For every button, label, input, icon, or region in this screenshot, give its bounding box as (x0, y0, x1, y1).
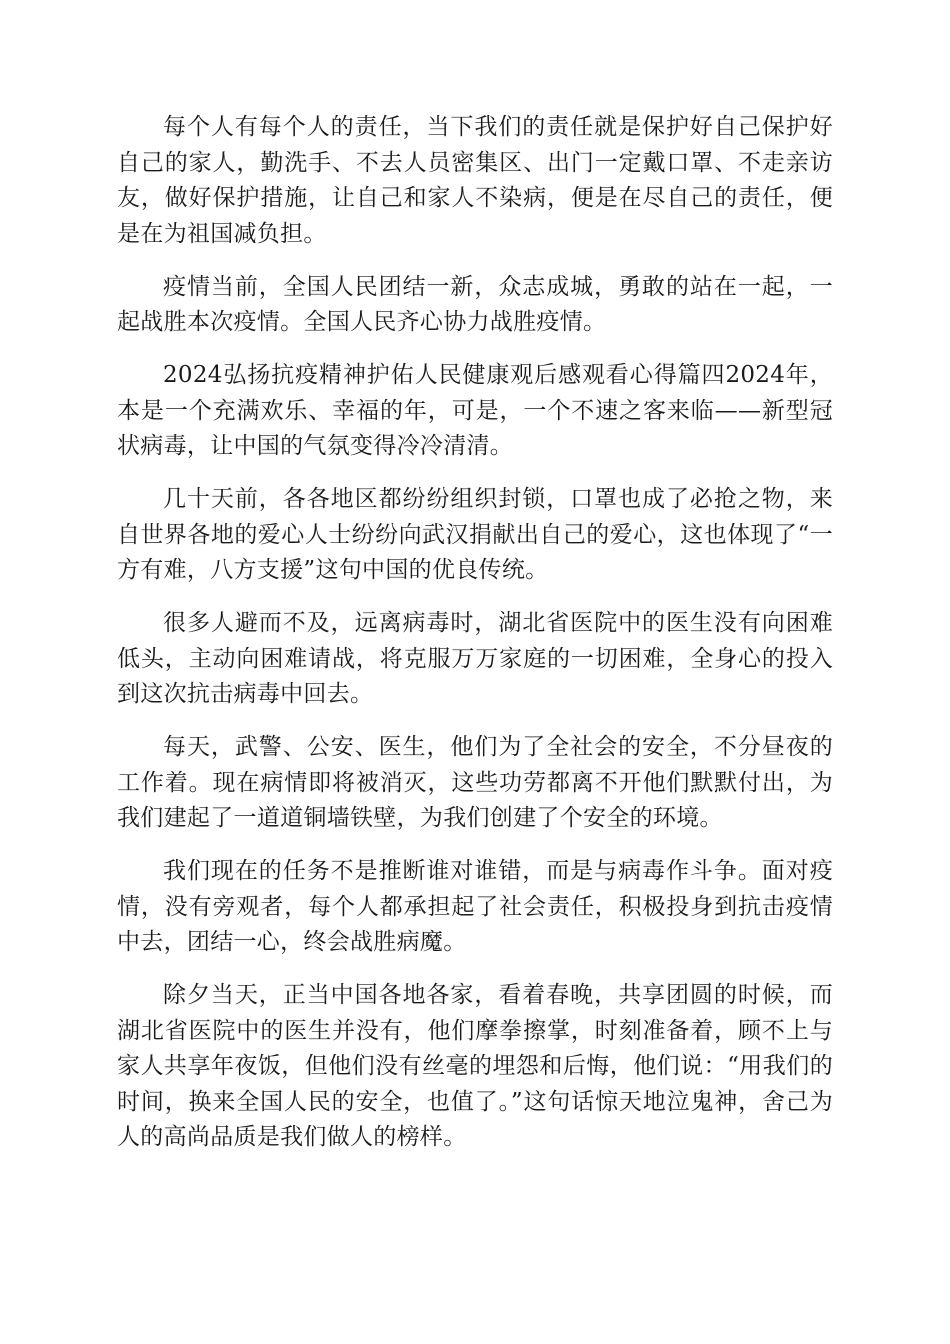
paragraph: 每个人有每个人的责任，当下我们的责任就是保护好自己保护好自己的家人，勤洗手、不去人员密集区、出门一定戴口罩、不走亲访友，做好保护措施，让自己和家人不染病，便是在尽自己的责任，便是在为祖国减负担。 (117, 114, 833, 247)
paragraph: 每天，武警、公安、医生，他们为了全社会的安全，不分昼夜的工作着。现在病情即将被消灭，这些功劳都离不开他们默默付出，为我们建起了一道道铜墙铁壁，为我们创建了个安全的环境。 (117, 734, 833, 831)
paragraph: 2024弘扬抗疫精神护佑人民健康观后感观看心得篇四2024年，本是一个充满欢乐、幸福的年，可是，一个不速之客来临——新型冠状病毒，让中国的气氛变得冷冷清清。 (117, 362, 833, 459)
paragraph: 几十天前，各各地区都纷纷组织封锁，口罩也成了必抢之物，来自世界各地的爱心人士纷纷向武汉捐献出自己的爱心，这也体现了“一方有难，八方支援”这句中国的优良传统。 (117, 486, 833, 583)
paragraph: 我们现在的任务不是推断谁对谁错，而是与病毒作斗争。面对疫情，没有旁观者，每个人都承担起了社会责任，积极投身到抗击疫情中去，团结一心，终会战胜病魔。 (117, 858, 833, 955)
paragraph: 很多人避而不及，远离病毒时，湖北省医院中的医生没有向困难低头，主动向困难请战，将克服万万家庭的一切困难，全身心的投入到这次抗击病毒中回去。 (117, 610, 833, 707)
paragraph: 除夕当天，正当中国各地各家，看着春晚，共享团圆的时候，而湖北省医院中的医生并没有，他们摩拳擦掌，时刻准备着，顾不上与家人共享年夜饭，但他们没有丝毫的埋怨和后悔，他们说：“用我们的时间，换来全国人民的安全，也值了。”这句话惊天地泣鬼神，舍己为人的高尚品质是我们做人的榜样。 (117, 982, 833, 1150)
paragraph: 疫情当前，全国人民团结一新，众志成城，勇敢的站在一起，一起战胜本次疫情。全国人民齐心协力战胜疫情。 (117, 273, 833, 335)
document-body (117, 110, 833, 1173)
